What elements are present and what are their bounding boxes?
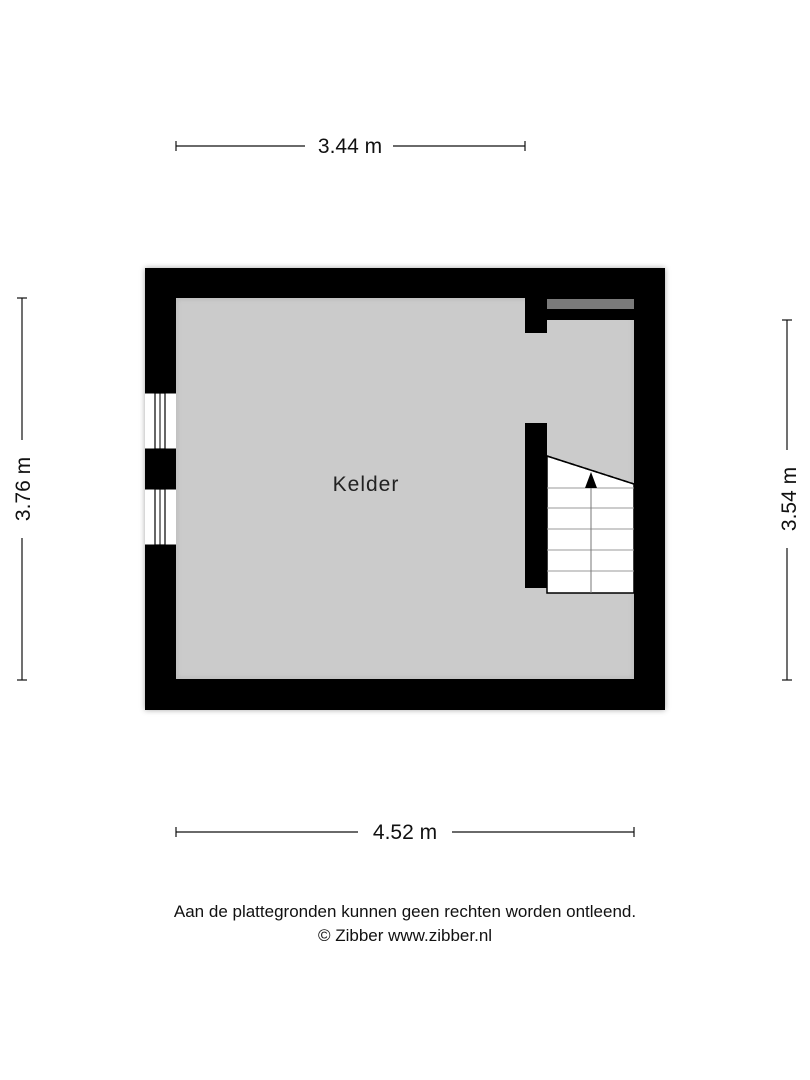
dimension-left-label: 3.76 m [12,456,35,522]
window-lower [145,489,176,545]
dimension-right [778,320,801,680]
footer-copyright: © Zibber www.zibber.nl [317,926,493,945]
dimension-top-label: 3.44 m [317,135,383,158]
dimension-bottom-label: 4.52 m [372,821,438,844]
window-upper [145,393,176,449]
dimension-left [12,298,35,680]
room-label-kelder: Kelder [332,473,400,496]
dimension-right-label: 3.54 m [778,466,801,532]
footer-disclaimer: Aan de plattegronden kunnen geen rechten worden ontleend. [173,902,637,921]
dimension-bottom [176,821,634,844]
wall-stub-top [525,298,547,333]
stair-wall [525,423,547,588]
dimension-top [176,135,525,158]
